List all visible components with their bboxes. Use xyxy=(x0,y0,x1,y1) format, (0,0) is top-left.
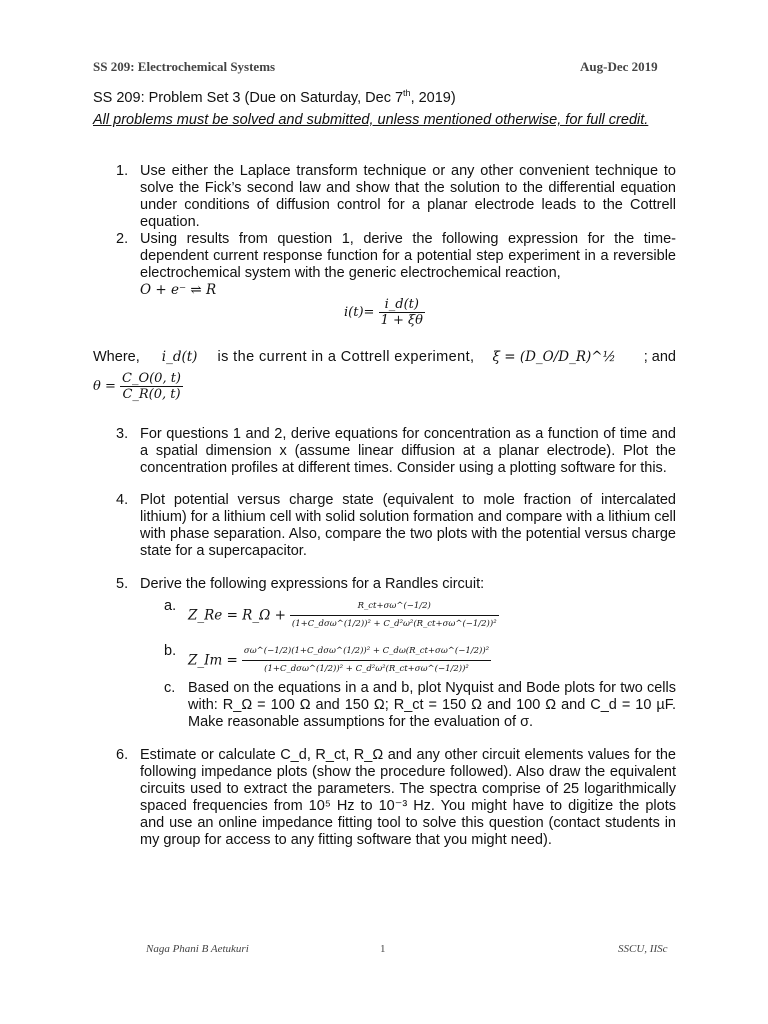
z-im-numerator: σω^(−1/2)(1+C_dσω^(1/2))² + C_dω(R_ct+σω^(−1/2))² xyxy=(242,643,491,661)
question-number: 6. xyxy=(116,747,129,763)
question-text: Plot potential versus charge state (equivalent to mole fraction of intercalated lithium) for a lithium cell with solid solution formation and compare with a lithium cell with phase separation. Also, compare the two plots with the potential versus charge state for a supercapacitor. xyxy=(140,492,676,559)
question-text: Use either the Laplace transform technique or any other convenient technique to solve the Fick’s second law and show that the solution to the differential equation under conditions of diffusion control for a planar electrode leads to the Cottrell equation. xyxy=(140,163,676,230)
question-3 xyxy=(116,426,676,477)
eq-numerator: i_d(t) xyxy=(379,297,425,313)
question-number: 3. xyxy=(116,426,129,442)
question-6 xyxy=(116,747,676,849)
question-number: 2. xyxy=(116,231,129,247)
title-prefix: SS 209: Problem Set 3 (Due on Saturday, Dec 7 xyxy=(93,89,404,106)
question-4 xyxy=(116,492,676,560)
where-and: ; and xyxy=(643,349,676,365)
theta-equation xyxy=(93,371,183,402)
subpart-letter: a. xyxy=(164,598,177,614)
eq-lhs: i(t)= xyxy=(344,305,375,320)
subpart-letter: b. xyxy=(164,643,177,659)
header-course: SS 209: Electrochemical Systems xyxy=(93,59,276,74)
submission-notice: All problems must be solved and submitted, unless mentioned otherwise, for full credit. xyxy=(93,112,649,128)
question-text: Using results from question 1, derive the following expression for the time-dependent current response function for a potential step experiment in a reversible electrochemical system with the generic electrochemical reaction, xyxy=(140,231,676,281)
question-5a xyxy=(164,598,499,633)
page-number: 1 xyxy=(380,943,386,955)
question-5 xyxy=(116,576,676,593)
where-xi: ξ = (D_O/D_R)^½ xyxy=(492,349,616,365)
question-text: Estimate or calculate C_d, R_ct, R_Ω and any other circuit elements values for the following impedance plots (show the procedure followed). Also draw the equivalent circuits used to extract the parameters. The spectra comprise of 25 logarithmically spaced frequencies from 10⁵ Hz to 10⁻³ Hz. You might have to digitize the plots and use an online impedance fitting tool to solve this question (contact students in my group for access to any fitting software that you might need). xyxy=(140,747,676,848)
where-mid: is the current in a Cottrell experiment, xyxy=(217,349,475,365)
question-text: For questions 1 and 2, derive equations for concentration as a function of time and a spatial dimension x (assume linear diffusion at a planar electrode). Plot the concentration profiles at different times. Consider using a plotting software for this. xyxy=(140,426,676,476)
question-number: 4. xyxy=(116,492,129,508)
title-suffix: , 2019) xyxy=(410,89,456,106)
theta-numerator: C_O(0, t) xyxy=(122,371,182,386)
title-sup: th xyxy=(403,88,411,98)
z-im-lhs: Z_Im = xyxy=(188,652,238,669)
where-id: i_d(t) xyxy=(161,349,198,365)
z-re-numerator: R_ct+σω^(−1/2) xyxy=(290,598,499,616)
subpart-letter: c. xyxy=(164,680,176,696)
question-text: Based on the equations in a and b, plot Nyquist and Bode plots for two cells with: R_Ω = 100 Ω and 150 Ω; R_ct = 150 Ω and 100 Ω and C_d = 10 µF. Make reasonable assumptions for the evaluation of σ. xyxy=(188,680,676,730)
where-lead: Where, xyxy=(93,349,140,365)
page-title xyxy=(93,88,456,106)
question-2 xyxy=(116,231,676,299)
where-line xyxy=(93,349,676,365)
footer-affiliation: SSCU, IISc xyxy=(618,943,668,955)
question-1 xyxy=(116,163,676,231)
question-number: 1. xyxy=(116,163,129,179)
z-re-denominator: (1+C_dσω^(1/2))² + C_d²ω²(R_ct+σω^(−1/2))² xyxy=(291,619,497,629)
reaction-equation: O + e⁻ ⇌ R xyxy=(140,282,217,298)
theta-denominator: C_R(0, t) xyxy=(122,387,181,402)
question-text: Derive the following expressions for a Randles circuit: xyxy=(140,576,485,592)
eq-denominator: 1 + ξθ xyxy=(380,313,423,328)
header-term: Aug-Dec 2019 xyxy=(580,59,658,74)
question-5c xyxy=(164,680,676,731)
z-re-lhs: Z_Re = R_Ω + xyxy=(188,607,286,624)
theta-lhs: θ = xyxy=(93,379,116,394)
question-5b xyxy=(164,643,491,678)
question-number: 5. xyxy=(116,576,129,592)
z-im-denominator: (1+C_dσω^(1/2))² + C_d²ω²(R_ct+σω^(−1/2))² xyxy=(264,664,469,674)
footer-author: Naga Phani B Aetukuri xyxy=(146,943,249,955)
current-response-equation xyxy=(344,297,425,328)
